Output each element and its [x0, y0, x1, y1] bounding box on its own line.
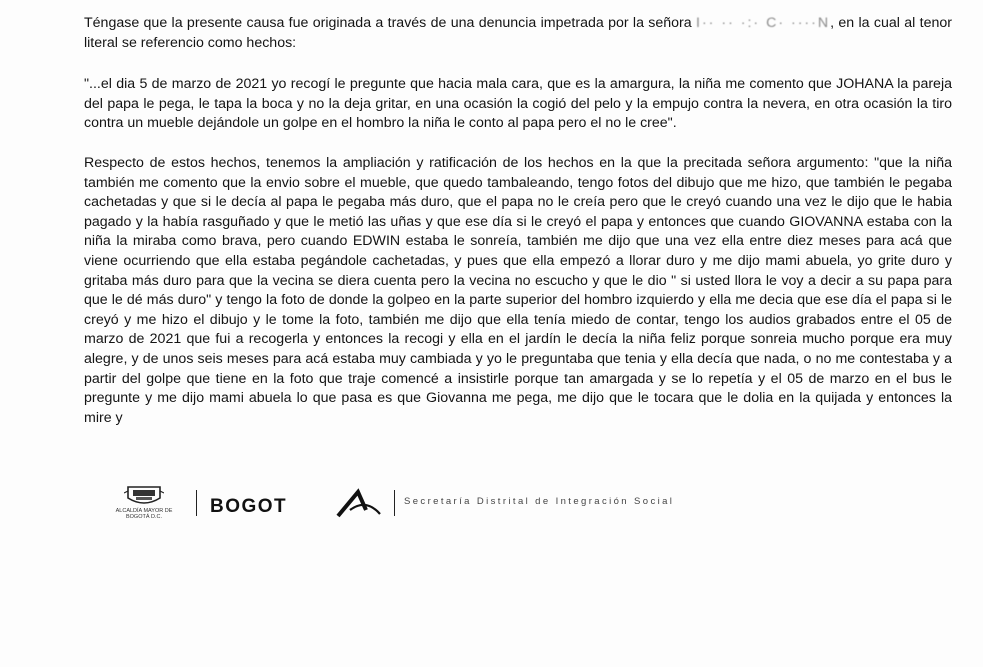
paragraph-intro — [84, 14, 952, 53]
footer-divider — [394, 490, 395, 516]
bogota-a-logo-icon — [336, 488, 382, 518]
secretaria-label: Secretaría Distrital de Integración Social — [404, 496, 675, 507]
paragraph-ratification: Respecto de estos hechos, tenemos la ampliación y ratificación de los hechos en la que la precitada señora argumento: "que la niña también me comento que la envio sobre el mueble, que quedo tambaleando, tengo fotos del dibujo que me hizo, que también le pegaba cachetadas y que si le decía al papa le pegaba más duro, que el papa no le creía pero que le creyó cuando una vez le dijo que le habia pagado y la había rasguñado y que le metió las uñas y que ese día si le creyó el papa y entonces que cuando GIOVANNA estaba con la niña la miraba como brava, pero cuando EDWIN estaba le sonreía, también me dijo que una vez ella entre diez meses para acá que viene ocurriendo que ella estaba pegándole cachetadas, y pues que ella empezó a llorar duro y me dijo mami abuela, yo grite duro y gritaba más duro para que la vecina se diera cuenta pero la vecina no escucho y que le dio " si usted llora le voy a decir a su papa para que le dé más duro" y tengo la foto de donde la golpeo en la parte superior del hombro izquierdo y ella me decia que ese día el papa si le creyó y me hizo el dibujo y le tome la foto, también me dijo que ella tenía miedo de contar, tengo los audios grabados entre el 05 de marzo de 2021 que fui a recogerla y entonces la recogi y ella en el jardín le decía la niña feliz porque sonreia mucho porque era muy alegre, y de unos seis meses para acá estaba muy cambiada y yo le preguntaba que tenia y ella decía que nada, o no me contestaba y a partir del golpe que tiene en la foto que traje comencé a insistirle porque tan amargada y se lo repetía y el 05 de marzo en el bus le pregunte y me dijo mami abuela lo que pasa es que Giovanna me pega, me dijo que le tocara que le dolia en la quijada y entonces la mire y — [84, 154, 952, 426]
document-body — [84, 14, 952, 428]
intro-text: Téngase que la presente causa fue originada a través de una denuncia impetrada por la señora — [84, 15, 692, 31]
alcaldia-label: ALCALDÍA MAYOR DE BOGOTÁ D.C. — [115, 508, 173, 520]
footer-divider — [196, 490, 197, 516]
coat-of-arms-icon — [124, 484, 164, 508]
footer-logos — [110, 484, 810, 520]
paragraph-quote: "...el dia 5 de marzo de 2021 yo recogí le pregunte que hacia mala cara, que es la amargura, la niña me comento que JOHANA la pareja del papa le pega, le tapa la boca y no la deja gritar, en una ocasión la cogió del pelo y la empujo contra la nevera, en otra ocasión la tiro contra un mueble dejándole un golpe en el hombro la niña le conto al papa pero el no le cree". — [84, 76, 952, 132]
intro-text-end: , en la cual al tenor literal se referencio como hechos: — [84, 15, 952, 51]
redacted-name: I·· ·· ·:· C· ····N — [696, 15, 831, 31]
bogota-wordmark: BOGOT — [210, 496, 288, 517]
alcaldia-logo — [110, 484, 178, 520]
